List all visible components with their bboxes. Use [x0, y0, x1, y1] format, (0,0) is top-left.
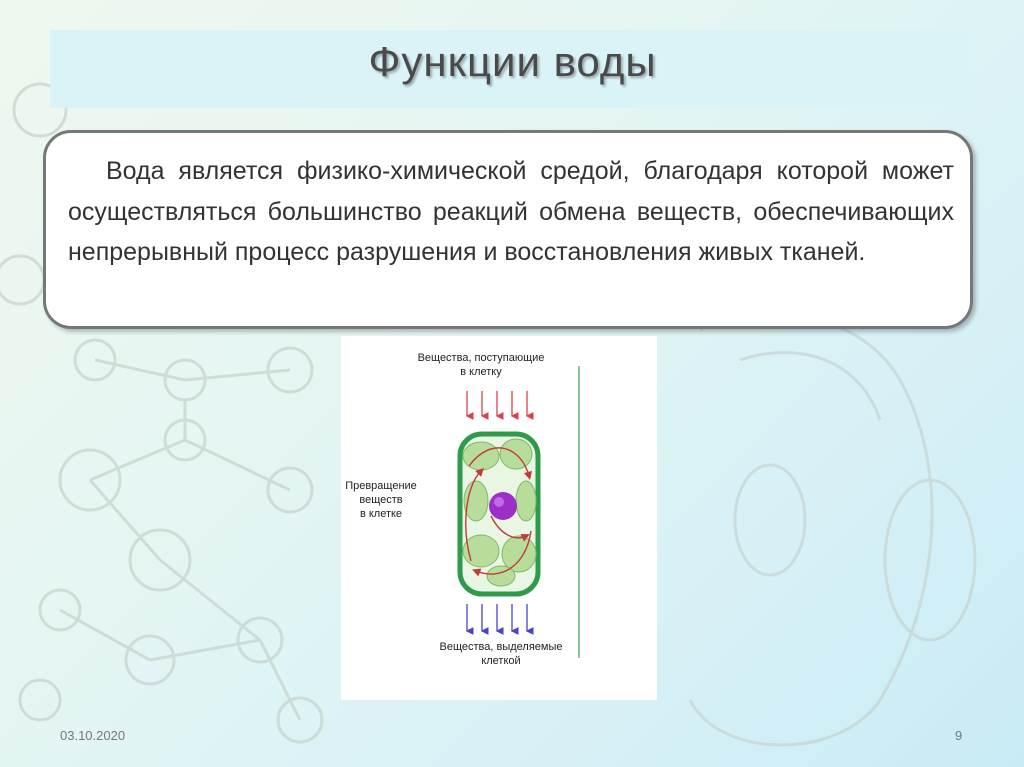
label-outgoing-line1: Вещества, выделяемые: [439, 641, 563, 653]
text-box: [43, 130, 973, 329]
footer-page-number: 9: [955, 728, 963, 743]
outgoing-arrows: [467, 604, 527, 631]
cell-diagram: [341, 336, 657, 700]
label-incoming-line1: Вещества, поступающие: [417, 352, 545, 364]
label-transform-line1: Превращение: [345, 480, 417, 492]
cell-metabolism-figure: [341, 336, 657, 700]
nucleus-icon: [489, 492, 517, 520]
label-transform-line2: веществ: [359, 494, 403, 506]
incoming-arrows: [467, 391, 527, 416]
slide-title: Функции воды: [368, 38, 657, 85]
plant-cell: [460, 434, 538, 594]
footer-date: 03.10.2020: [60, 728, 126, 743]
label-outgoing-line2: клеткой: [481, 655, 521, 667]
label-transform-line3: в клетке: [359, 508, 403, 520]
body-text: Вода является физико-химической средой, благодаря которой может осуществляться большинство реакций обмена веществ, обеспечивающих непрерывный процесс разрушения и восстановления живых тканей.: [68, 157, 954, 266]
label-incoming-line2: в клетку: [460, 366, 502, 378]
title-banner: [50, 30, 975, 108]
